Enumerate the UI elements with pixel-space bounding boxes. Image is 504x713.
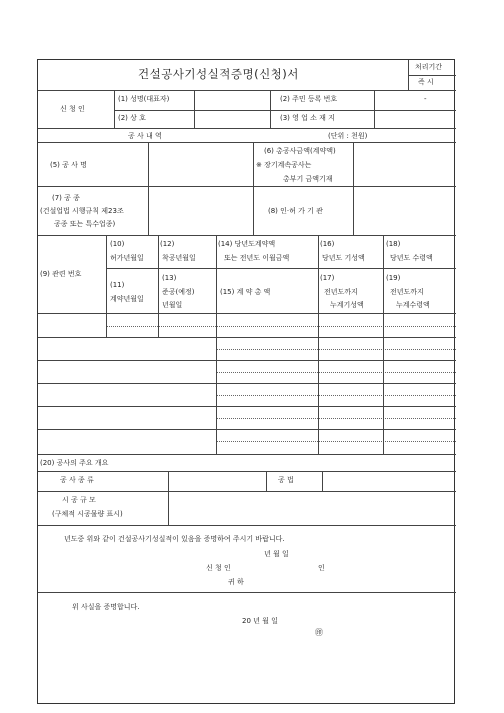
construction-type-label-1: (7) 공 종 bbox=[52, 194, 80, 202]
rule-row-6 bbox=[38, 454, 456, 455]
dotted-row-5 bbox=[216, 418, 456, 419]
rule-applicant-mid bbox=[114, 110, 456, 111]
resident-no-label: (2) 주민 등록 번호 bbox=[280, 95, 338, 103]
trade-name-field[interactable] bbox=[196, 112, 268, 126]
licensing-agency-field[interactable] bbox=[355, 189, 454, 233]
rule-under-section bbox=[38, 142, 456, 143]
vline-rel-3 bbox=[216, 235, 217, 454]
col10-label: 허가년월일 bbox=[110, 254, 144, 262]
rule-processing-mid bbox=[408, 75, 456, 76]
request-date-line: 년 월 일 bbox=[264, 550, 289, 558]
trade-name-label: (2) 상 호 bbox=[118, 114, 146, 122]
work-type-field[interactable] bbox=[170, 473, 264, 489]
col16-num: (16) bbox=[320, 240, 335, 248]
rule-under-scale bbox=[38, 525, 456, 526]
project-name-label: (5) 공 사 명 bbox=[50, 161, 87, 169]
rule-under-request bbox=[38, 592, 456, 593]
vline-overview-2 bbox=[266, 471, 267, 491]
vline-overview-3 bbox=[322, 471, 323, 491]
method-label: 공 법 bbox=[278, 476, 294, 484]
vline-applicant-right bbox=[374, 90, 375, 128]
construction-type-label-3: 공종 또는 특수업종) bbox=[54, 220, 116, 228]
rule-under-header bbox=[38, 313, 456, 314]
business-location-label: (3) 영 업 소 재 지 bbox=[280, 114, 335, 122]
project-name-field[interactable] bbox=[150, 145, 250, 183]
scale-label-2: (구체적 시공물량 표시) bbox=[52, 510, 123, 518]
col19-label-1: 전년도까지 bbox=[390, 288, 424, 296]
dotted-row-2 bbox=[216, 349, 456, 350]
construction-section-label: 공 사 내 역 bbox=[128, 132, 162, 140]
col13-label-2: 년월일 bbox=[162, 301, 183, 309]
construction-type-field[interactable] bbox=[150, 189, 250, 233]
dotted-row-4 bbox=[216, 395, 456, 396]
total-amount-label-2: ※ 장기계속공사는 bbox=[256, 161, 312, 169]
vline-processing bbox=[408, 60, 409, 90]
scale-field[interactable] bbox=[170, 493, 454, 523]
vline-applicant bbox=[114, 90, 115, 128]
rule-under-overview-title bbox=[38, 471, 456, 472]
resident-no-value[interactable]: - bbox=[424, 95, 427, 103]
col13-num: (13) bbox=[162, 274, 177, 282]
rule-row-3 bbox=[38, 383, 456, 384]
processing-period-value: 즉 시 bbox=[418, 78, 434, 86]
rule-under-project bbox=[38, 186, 456, 187]
overview-section-label: (20) 공사의 주요 개요 bbox=[40, 459, 109, 467]
certification-statement: 위 사실을 증명합니다. bbox=[72, 603, 140, 611]
rule-row-5 bbox=[38, 429, 456, 430]
vline-project-right bbox=[253, 142, 254, 235]
processing-period-label: 처리기간 bbox=[415, 63, 443, 71]
vline-applicant-mid bbox=[270, 90, 271, 128]
related-section-label: (9) 관련 번호 bbox=[40, 270, 82, 278]
rule-under-work-type bbox=[38, 491, 456, 492]
col11-num: (11) bbox=[110, 281, 125, 289]
certification-seal-mark: ㊞ bbox=[315, 628, 323, 637]
vline-rel-4 bbox=[318, 235, 319, 454]
col15-label: (15) 계 약 총 액 bbox=[220, 288, 271, 296]
applicant-name-label: (1) 성명(대표자) bbox=[118, 95, 170, 103]
col19-num: (19) bbox=[386, 274, 401, 282]
col12-num: (12) bbox=[160, 240, 175, 248]
form-frame bbox=[37, 59, 455, 704]
method-field[interactable] bbox=[324, 473, 454, 489]
col19-label-2: 누계수령액 bbox=[396, 301, 430, 309]
col17-label-2: 누계기성액 bbox=[330, 301, 364, 309]
vline-project-amount bbox=[353, 142, 354, 235]
rule-under-title bbox=[38, 90, 456, 91]
certification-date-line: 20 년 월 일 bbox=[242, 617, 278, 625]
work-type-label: 공 사 종 류 bbox=[60, 476, 94, 484]
unit-label: (단위 : 천원) bbox=[328, 132, 368, 140]
rule-row-1 bbox=[38, 337, 456, 338]
document-title: 건설공사기성실적증명(신청)서 bbox=[138, 67, 299, 81]
vline-overview-1 bbox=[168, 471, 169, 525]
request-seal: 인 bbox=[318, 564, 325, 572]
col11-label: 계약년월일 bbox=[110, 295, 144, 303]
vline-rel-5 bbox=[383, 235, 384, 454]
vline-applicant-name bbox=[194, 90, 195, 128]
vline-rel-2 bbox=[158, 235, 159, 337]
dotted-row-6 bbox=[216, 441, 456, 442]
vline-rel-1 bbox=[106, 235, 107, 337]
request-recipient: 귀 하 bbox=[228, 578, 244, 586]
licensing-agency-label: (8) 인·허 가 기 관 bbox=[268, 207, 323, 215]
col18-label: 당년도 수령액 bbox=[390, 254, 433, 262]
rule-under-applicant bbox=[38, 128, 456, 129]
request-applicant-label: 신 청 인 bbox=[206, 564, 231, 572]
business-location-field[interactable] bbox=[376, 112, 454, 126]
applicant-name-field[interactable] bbox=[196, 92, 268, 108]
total-amount-field[interactable] bbox=[355, 145, 454, 183]
col17-num: (17) bbox=[320, 274, 335, 282]
col16-label: 당년도 기성액 bbox=[322, 254, 365, 262]
scale-label-1: 시 공 규 모 bbox=[62, 496, 96, 504]
construction-type-label-2: (건설업법 시행규칙 제23조 bbox=[40, 207, 124, 215]
total-amount-label-3: 총부기 금액기재 bbox=[283, 175, 333, 183]
col12-label: 착공년월일 bbox=[162, 254, 196, 262]
total-amount-label-1: (6) 총공사금액(계약액) bbox=[264, 147, 336, 155]
applicant-section-label: 신 청 인 bbox=[60, 105, 85, 113]
col13-label-1: 준공(예정) bbox=[162, 288, 195, 296]
col14-label-2: 또는 전년도 이월금액 bbox=[224, 254, 290, 262]
rule-row-2 bbox=[38, 360, 456, 361]
request-statement: 년도중 위와 같이 건설공사기성실적이 있음을 증명하여 주시기 바랍니다. bbox=[64, 535, 285, 543]
rule-row-4 bbox=[38, 406, 456, 407]
col18-num: (18) bbox=[386, 240, 401, 248]
col10-num: (10) bbox=[110, 240, 125, 248]
rule-under-type bbox=[38, 235, 456, 236]
dotted-row-3 bbox=[216, 372, 456, 373]
col14-label-1: (14) 당년도계약액 bbox=[218, 240, 276, 248]
vline-project-left bbox=[148, 142, 149, 235]
col17-label-1: 전년도까지 bbox=[324, 288, 358, 296]
